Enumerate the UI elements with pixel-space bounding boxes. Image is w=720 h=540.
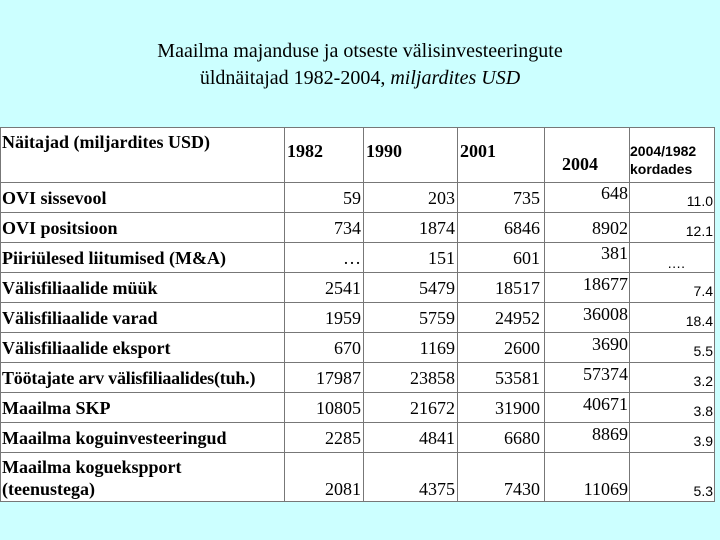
grid-line [0, 272, 715, 273]
grid-line [0, 302, 715, 303]
cell-ratio: 3.2 [693, 373, 713, 389]
cell-2004: 40671 [583, 394, 628, 414]
grid-line [0, 127, 1, 502]
cell-2004: 648 [601, 183, 628, 203]
cell-2004: 8869 [592, 424, 628, 444]
cell-2001: 24952 [495, 308, 540, 328]
cell-2004: 11069 [583, 479, 628, 499]
grid-line [0, 501, 715, 502]
row-label: Välisfiliaalide müük [2, 278, 158, 298]
row-label: Piiriülesed liitumised (M&A) [2, 248, 226, 268]
cell-2001: 601 [513, 248, 540, 268]
header-indicator: Näitajad (miljardites USD) [2, 132, 210, 152]
cell-ratio: 11.0 [686, 193, 713, 209]
cell-ratio: 7.4 [693, 283, 713, 299]
cell-2001: 6846 [504, 218, 540, 238]
grid-line [0, 332, 715, 333]
cell-2004: 57374 [583, 364, 628, 384]
indicators-table [0, 127, 715, 502]
cell-2004: 3690 [592, 334, 628, 354]
row-label: Maailma SKP [2, 398, 111, 418]
cell-2001: 31900 [495, 398, 540, 418]
cell-1982: 2081 [325, 479, 361, 499]
cell-2001: 7430 [504, 479, 540, 499]
cell-2001: 18517 [495, 278, 540, 298]
cell-ratio: 3.8 [693, 403, 713, 419]
row-label: Töötajate arv välisfiliaalides(tuh.) [2, 368, 256, 388]
cell-ratio: 5.5 [693, 343, 713, 359]
cell-1990: 21672 [410, 398, 455, 418]
cell-2001: 6680 [504, 428, 540, 448]
cell-1990: 1874 [419, 218, 455, 238]
header-1982: 1982 [287, 141, 323, 161]
row-label-line-2: (teenustega) [2, 479, 95, 499]
cell-2001: 53581 [495, 368, 540, 388]
cell-1982: 734 [334, 218, 361, 238]
header-ratio-line-2: kordades [630, 161, 693, 177]
cell-ratio: …. [667, 255, 685, 271]
grid-line [0, 452, 715, 453]
row-label: OVI positsioon [2, 218, 118, 238]
cell-1982: 1959 [325, 308, 361, 328]
cell-1982: 2285 [325, 428, 361, 448]
grid-line [0, 212, 715, 213]
cell-1990: 151 [428, 248, 455, 268]
title-line-2 [0, 65, 720, 92]
cell-1990: 5759 [419, 308, 455, 328]
cell-1990: 4375 [419, 479, 455, 499]
row-label [2, 456, 182, 500]
title-line-2-plain: üldnäitajad 1982-2004, [199, 67, 391, 89]
title-line-1: Maailma majanduse ja otseste välisinvesteeringute [157, 40, 563, 62]
cell-1982: 59 [343, 188, 361, 208]
grid-line [0, 362, 715, 363]
cell-1990: 1169 [419, 338, 455, 358]
grid-line [0, 127, 715, 128]
cell-2004: 8902 [592, 218, 628, 238]
cell-1990: 5479 [419, 278, 455, 298]
cell-1982: 10805 [316, 398, 361, 418]
cell-2004: 381 [601, 243, 628, 263]
cell-ratio: 5.3 [693, 483, 713, 499]
header-2004: 2004 [562, 154, 598, 174]
cell-2001: 735 [513, 188, 540, 208]
cell-ratio: 18.4 [685, 313, 713, 329]
title-line-2-italic: miljardites USD [390, 67, 521, 89]
row-label-line-1: Maailma koguekspport [2, 457, 182, 477]
cell-1982: 17987 [316, 368, 361, 388]
row-label: Maailma koguinvesteeringud [2, 428, 227, 448]
cell-1990: 4841 [419, 428, 455, 448]
cell-1990: 23858 [410, 368, 455, 388]
cell-1982: … [343, 248, 361, 268]
header-ratio-line-1: 2004/1982 [630, 143, 697, 159]
header-1990: 1990 [366, 141, 402, 161]
grid-line [0, 392, 715, 393]
cell-1982: 670 [334, 338, 361, 358]
header-ratio [630, 142, 696, 178]
cell-2004: 36008 [583, 304, 628, 324]
cell-ratio: 12.1 [685, 223, 713, 239]
grid-line [0, 422, 715, 423]
row-label: Välisfiliaalide varad [2, 308, 158, 328]
slide-title [0, 38, 720, 92]
cell-2001: 2600 [504, 338, 540, 358]
cell-2004: 18677 [583, 274, 628, 294]
row-label: Välisfiliaalide eksport [2, 338, 171, 358]
cell-1990: 203 [428, 188, 455, 208]
header-2001: 2001 [460, 141, 496, 161]
cell-ratio: 3.9 [693, 433, 713, 449]
cell-1982: 2541 [325, 278, 361, 298]
row-label: OVI sissevool [2, 188, 107, 208]
grid-line [714, 127, 715, 502]
